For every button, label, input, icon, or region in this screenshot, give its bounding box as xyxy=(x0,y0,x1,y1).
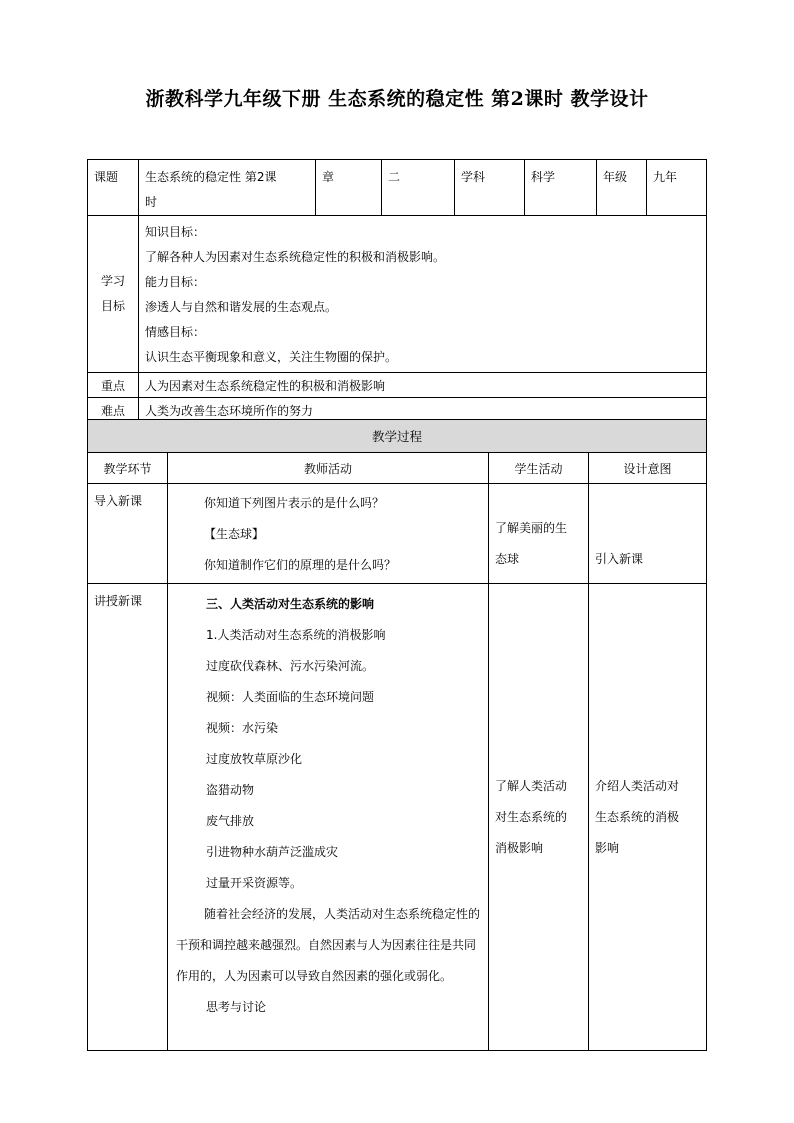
header-teacher: 教师活动 xyxy=(168,453,489,484)
topic-value-line: 时 xyxy=(145,195,158,209)
goal-line: 情感目标： xyxy=(145,325,206,339)
lecture-line: 废气排放 xyxy=(206,814,255,828)
header-stage: 教学环节 xyxy=(88,453,168,484)
lecture-line: 引进物种水葫芦泛滥成灾 xyxy=(206,845,339,859)
lecture-heading-text: 三、人类活动对生态系统的影响 xyxy=(206,597,375,611)
header-student: 学生活动 xyxy=(489,453,589,484)
lecture-line: 过度砍伐森林、污水污染河流。 xyxy=(206,659,375,673)
intro-stage: 导入新课 xyxy=(88,484,168,584)
lecture-intent-line: 影响 xyxy=(595,840,620,855)
key-point-value: 人为因素对生态系统稳定性的积极和消极影响 xyxy=(139,373,707,398)
lecture-student-line: 消极影响 xyxy=(495,840,544,855)
goal-line: 知识目标： xyxy=(145,225,206,239)
intro-teacher-line: 【生态球】 xyxy=(204,527,265,541)
lesson-info-table xyxy=(87,159,707,423)
grade-value: 九年 xyxy=(647,160,707,216)
lecture-discussion: 思考与讨论 xyxy=(206,1000,267,1014)
lecture-line: 过度放牧草原沙化 xyxy=(206,752,303,766)
process-header-row xyxy=(88,453,707,484)
goal-line: 认识生态平衡现象和意义，关注生物圈的保护。 xyxy=(145,350,398,364)
goals-label-line: 目标 xyxy=(100,299,125,313)
lecture-line: 过量开采资源等。 xyxy=(206,876,303,890)
lecture-student xyxy=(489,584,589,1051)
goals-row xyxy=(88,216,707,373)
topic-value xyxy=(139,160,316,216)
lecture-line: 视频：人类面临的生态环境问题 xyxy=(206,690,375,704)
intro-teacher-line: 你知道制作它们的原理的是什么吗？ xyxy=(204,558,397,572)
intro-teacher-line: 你知道下列图片表示的是什么吗？ xyxy=(204,496,385,510)
goals-label-line: 学习 xyxy=(100,274,125,288)
process-title: 教学过程 xyxy=(88,420,707,453)
key-point-row xyxy=(88,373,707,398)
lecture-intent-line: 生态系统的消极 xyxy=(595,809,680,824)
lecture-student-line: 了解人类活动 xyxy=(495,778,568,793)
lecture-stage: 讲授新课 xyxy=(88,584,168,1051)
chapter-label: 章 xyxy=(316,160,382,216)
goals-content xyxy=(139,216,707,373)
process-title-row xyxy=(88,420,707,453)
goal-line: 能力目标： xyxy=(145,275,206,289)
topic-label: 课题 xyxy=(88,160,139,216)
lecture-line: 盗猎动物 xyxy=(206,783,255,797)
difficulty-label: 难点 xyxy=(88,398,139,423)
intro-teacher xyxy=(168,484,489,584)
lecture-teacher xyxy=(168,584,489,1051)
info-row xyxy=(88,160,707,216)
intro-student-line: 了解美丽的生 xyxy=(495,521,568,535)
lecture-line: 视频：水污染 xyxy=(206,721,279,735)
lecture-line: 1.人类活动对生态系统的消极影响 xyxy=(206,628,386,642)
lecture-paragraph: 随着社会经济的发展，人类活动对生态系统稳定性的干预和调控越来越强烈。自然因素与人为因素往往是共同作用的，人为因素可以导致自然因素的强化或弱化。 xyxy=(176,907,481,983)
key-point-label: 重点 xyxy=(88,373,139,398)
goals-label xyxy=(88,216,139,373)
document-title: 浙教科学九年级下册 生态系统的稳定性 第2课时 教学设计 xyxy=(145,88,649,110)
chapter-value: 二 xyxy=(382,160,455,216)
subject-label: 学科 xyxy=(455,160,525,216)
intro-intent: 引入新课 xyxy=(589,484,707,584)
lecture-intent xyxy=(589,584,707,1051)
intro-row xyxy=(88,484,707,584)
grade-label: 年级 xyxy=(597,160,647,216)
topic-value-line: 生态系统的稳定性 第2课 xyxy=(145,170,277,184)
lecture-intent-line: 介绍人类活动对 xyxy=(595,778,680,793)
goal-line: 了解各种人为因素对生态系统稳定性的积极和消极影响。 xyxy=(145,250,446,264)
intro-student xyxy=(489,484,589,584)
lecture-heading xyxy=(176,589,482,620)
difficulty-value: 人类为改善生态环境所作的努力 xyxy=(139,398,707,423)
subject-value: 科学 xyxy=(525,160,597,216)
lecture-student-line: 对生态系统的 xyxy=(495,809,568,824)
teaching-process-table xyxy=(87,419,707,1051)
intro-student-line: 态球 xyxy=(495,552,520,566)
lecture-row xyxy=(88,584,707,1051)
header-intent: 设计意图 xyxy=(589,453,707,484)
goal-line: 渗透人与自然和谐发展的生态观点。 xyxy=(145,300,338,314)
